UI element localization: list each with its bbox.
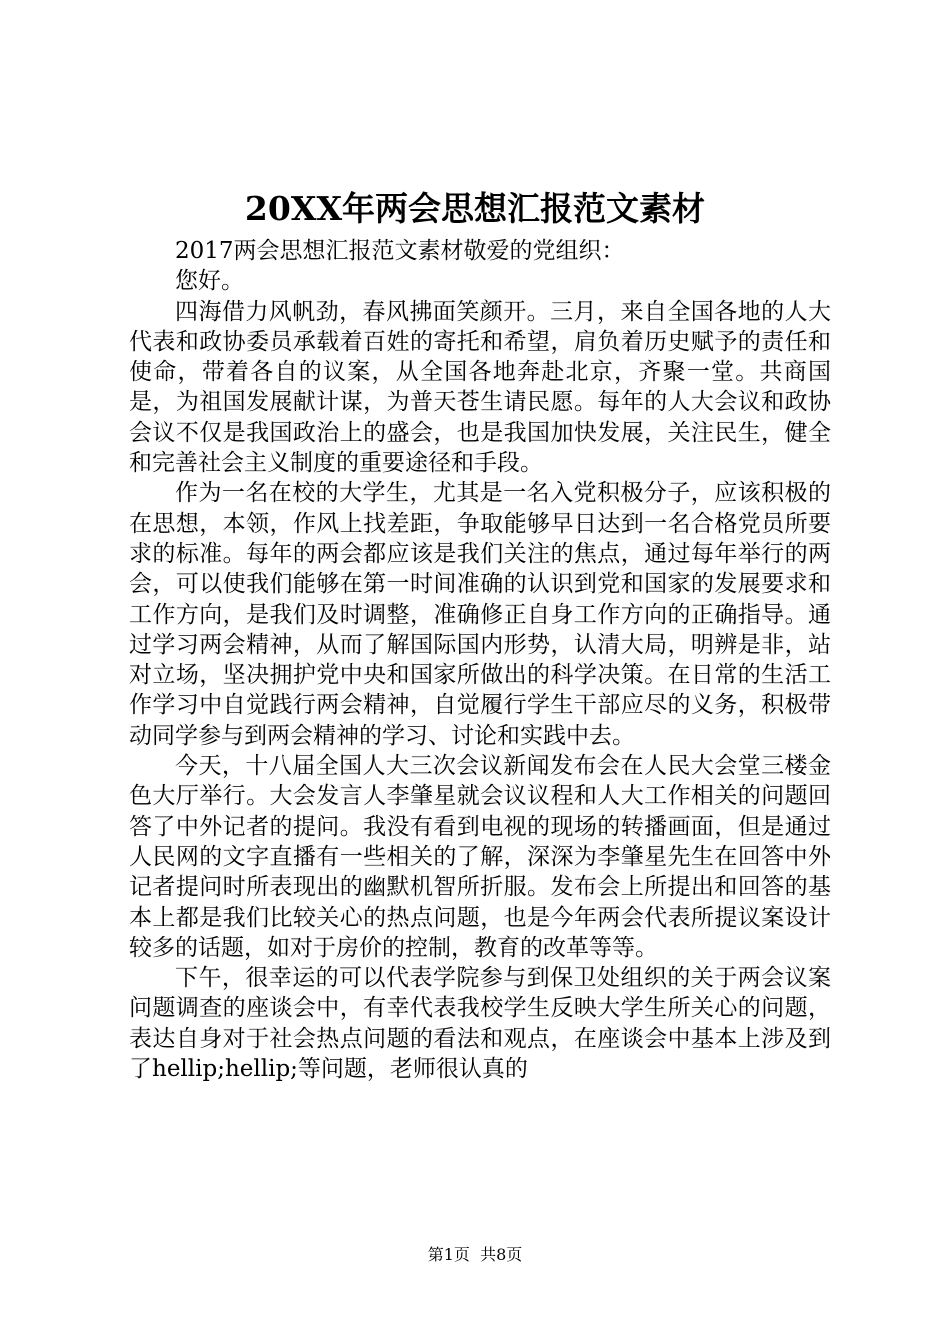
paragraph: 今天，十八届全国人大三次会议新闻发布会在人民大会堂三楼金色大厅举行。大会发言人李肇星就会议议程和人大工作相关的问题回答了中外记者的提问。我没有看到电视的现场的转播画面，但是通过人民网的文字直播有一些相关的了解，深深为李肇星先生在回答中外记者提问时所表现出的幽默机智所折服。发布会上所提出和回答的基本上都是我们比较关心的热点问题，也是今年两会代表所提议案设计较多的话题，如对于房价的控制，教育的改革等等。 — [129, 753, 831, 961]
page-number-footer: 第1页 共8页 — [427, 1245, 523, 1264]
paragraph-greeting: 您好。 — [175, 268, 244, 295]
paragraph-salutation: 2017两会思想汇报范文素材敬爱的党组织： — [175, 238, 625, 264]
paragraph: 下午，很幸运的可以代表学院参与到保卫处组织的关于两会议案问题调查的座谈会中，有幸代表我校学生反映大学生所关心的问题，表达自身对于社会热点问题的看法和观点，在座谈会中基本上涉及到了hellip;hellip;等问题，老师很认真的 — [129, 965, 831, 1083]
document-title: 20XX年两会思想汇报范文素材 — [244, 189, 706, 228]
paragraph: 四海借力风帆劲，春风拂面笑颜开。三月，来自全国各地的人大代表和政协委员承载着百姓的寄托和希望，肩负着历史赋予的责任和使命，带着各自的议案，从全国各地奔赴北京，齐聚一堂。共商国是，为祖国发展献计谋，为普天苍生请民愿。每年的人大会议和政协会议不仅是我国政治上的盛会，也是我国加快发展，关注民生，健全和完善社会主义制度的重要途径和手段。 — [129, 298, 831, 477]
paragraph: 作为一名在校的大学生，尤其是一名入党积极分子，应该积极的在思想，本领，作风上找差距，争取能够早日达到一名合格党员所要求的标准。每年的两会都应该是我们关注的焦点，通过每年举行的两会，可以使我们能够在第一时间准确的认识到党和国家的发展要求和工作方向，是我们及时调整，准确修正自身工作方向的正确指导。通过学习两会精神，从而了解国际国内形势，认清大局，明辨是非，站对立场，坚决拥护党中央和国家所做出的科学决策。在日常的生活工作学习中自觉践行两会精神，自觉履行学生干部应尽的义务，积极带动同学参与到两会精神的学习、讨论和实践中去。 — [129, 480, 831, 749]
document-body — [129, 236, 831, 1084]
